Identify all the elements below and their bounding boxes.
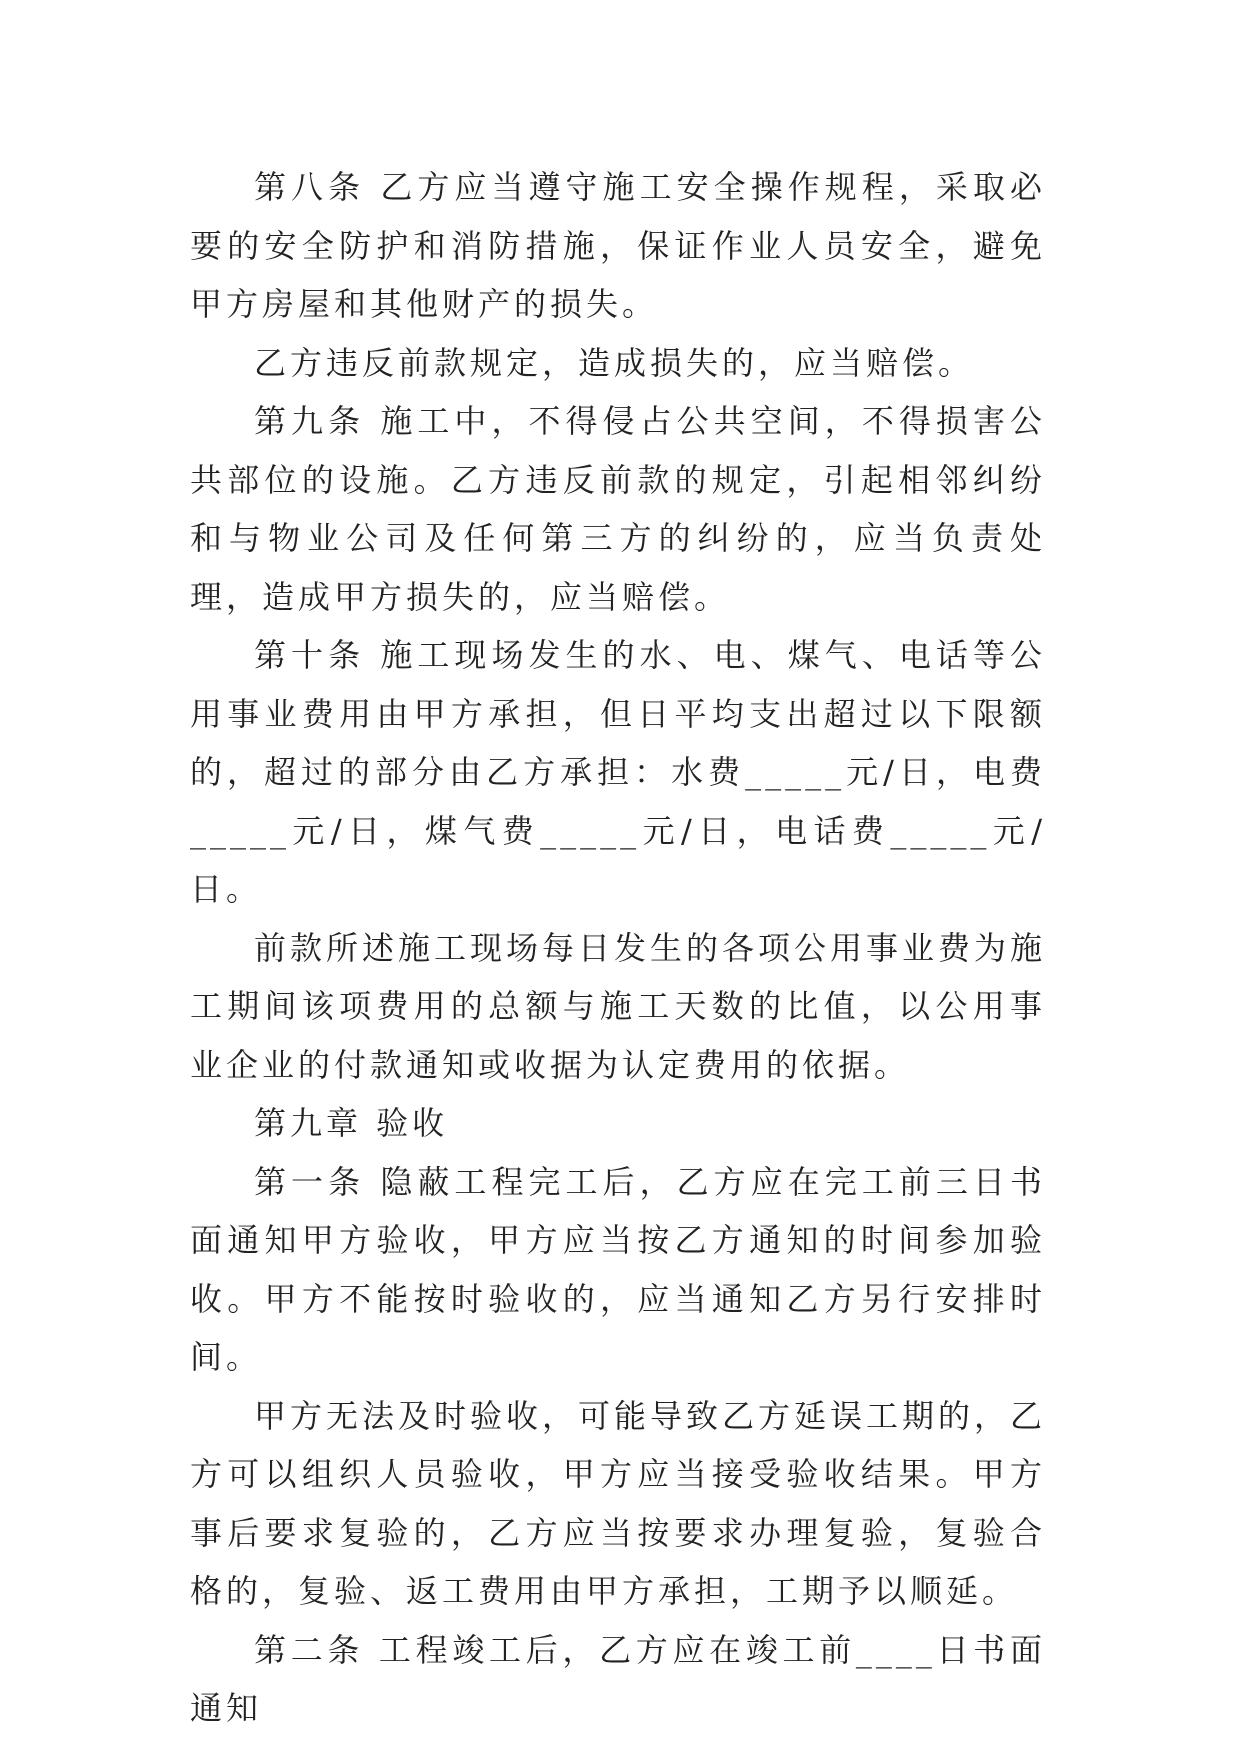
article-8-paragraph: 第八条 乙方应当遵守施工安全操作规程，采取必要的安全防护和消防措施，保证作业人员安全，避免甲方房屋和其他财产的损失。 (190, 168, 1046, 323)
re-inspection-paragraph: 甲方无法及时验收，可能导致乙方延误工期的，乙方可以组织人员验收，甲方应当接受验收结果。甲方事后要求复验的，乙方应当按要求办理复验，复验合格的，复验、返工费用由甲方承担，工期予以顺延。 (190, 1396, 1047, 1610)
chapter-9-article-1-paragraph: 第一条 隐蔽工程完工后，乙方应在完工前三日书面通知甲方验收，甲方应当按乙方通知的时间参加验收。甲方不能按时验收的，应当通知乙方另行安排时间。 (190, 1162, 1046, 1376)
article-10-paragraph: 第十条 施工现场发生的水、电、煤气、电话等公用事业费用由甲方承担，但日平均支出超过以下限额的，超过的部分由乙方承担：水费_____元/日，电费_____元/日，煤气费_____元/日，电话费_____元/日。 (190, 636, 1046, 908)
chapter-9-heading: 第九章 验收 (254, 1104, 449, 1142)
utility-fee-definition-paragraph: 前款所述施工现场每日发生的各项公用事业费为施工期间该项费用的总额与施工天数的比值，以公用事业企业的付款通知或收据为认定费用的依据。 (190, 928, 1047, 1084)
article-9-paragraph: 第九条 施工中，不得侵占公共空间，不得损害公共部位的设施。乙方违反前款的规定，引起相邻纠纷和与物业公司及任何第三方的纠纷的，应当负责处理，造成甲方损失的，应当赔偿。 (190, 402, 1046, 616)
chapter-9-article-2-paragraph: 第二条 工程竣工后，乙方应在竣工前____日书面通知 (190, 1630, 1046, 1727)
document-body (190, 158, 1046, 1738)
article-8-liability-paragraph: 乙方违反前款规定，造成损失的，应当赔偿。 (254, 343, 975, 382)
